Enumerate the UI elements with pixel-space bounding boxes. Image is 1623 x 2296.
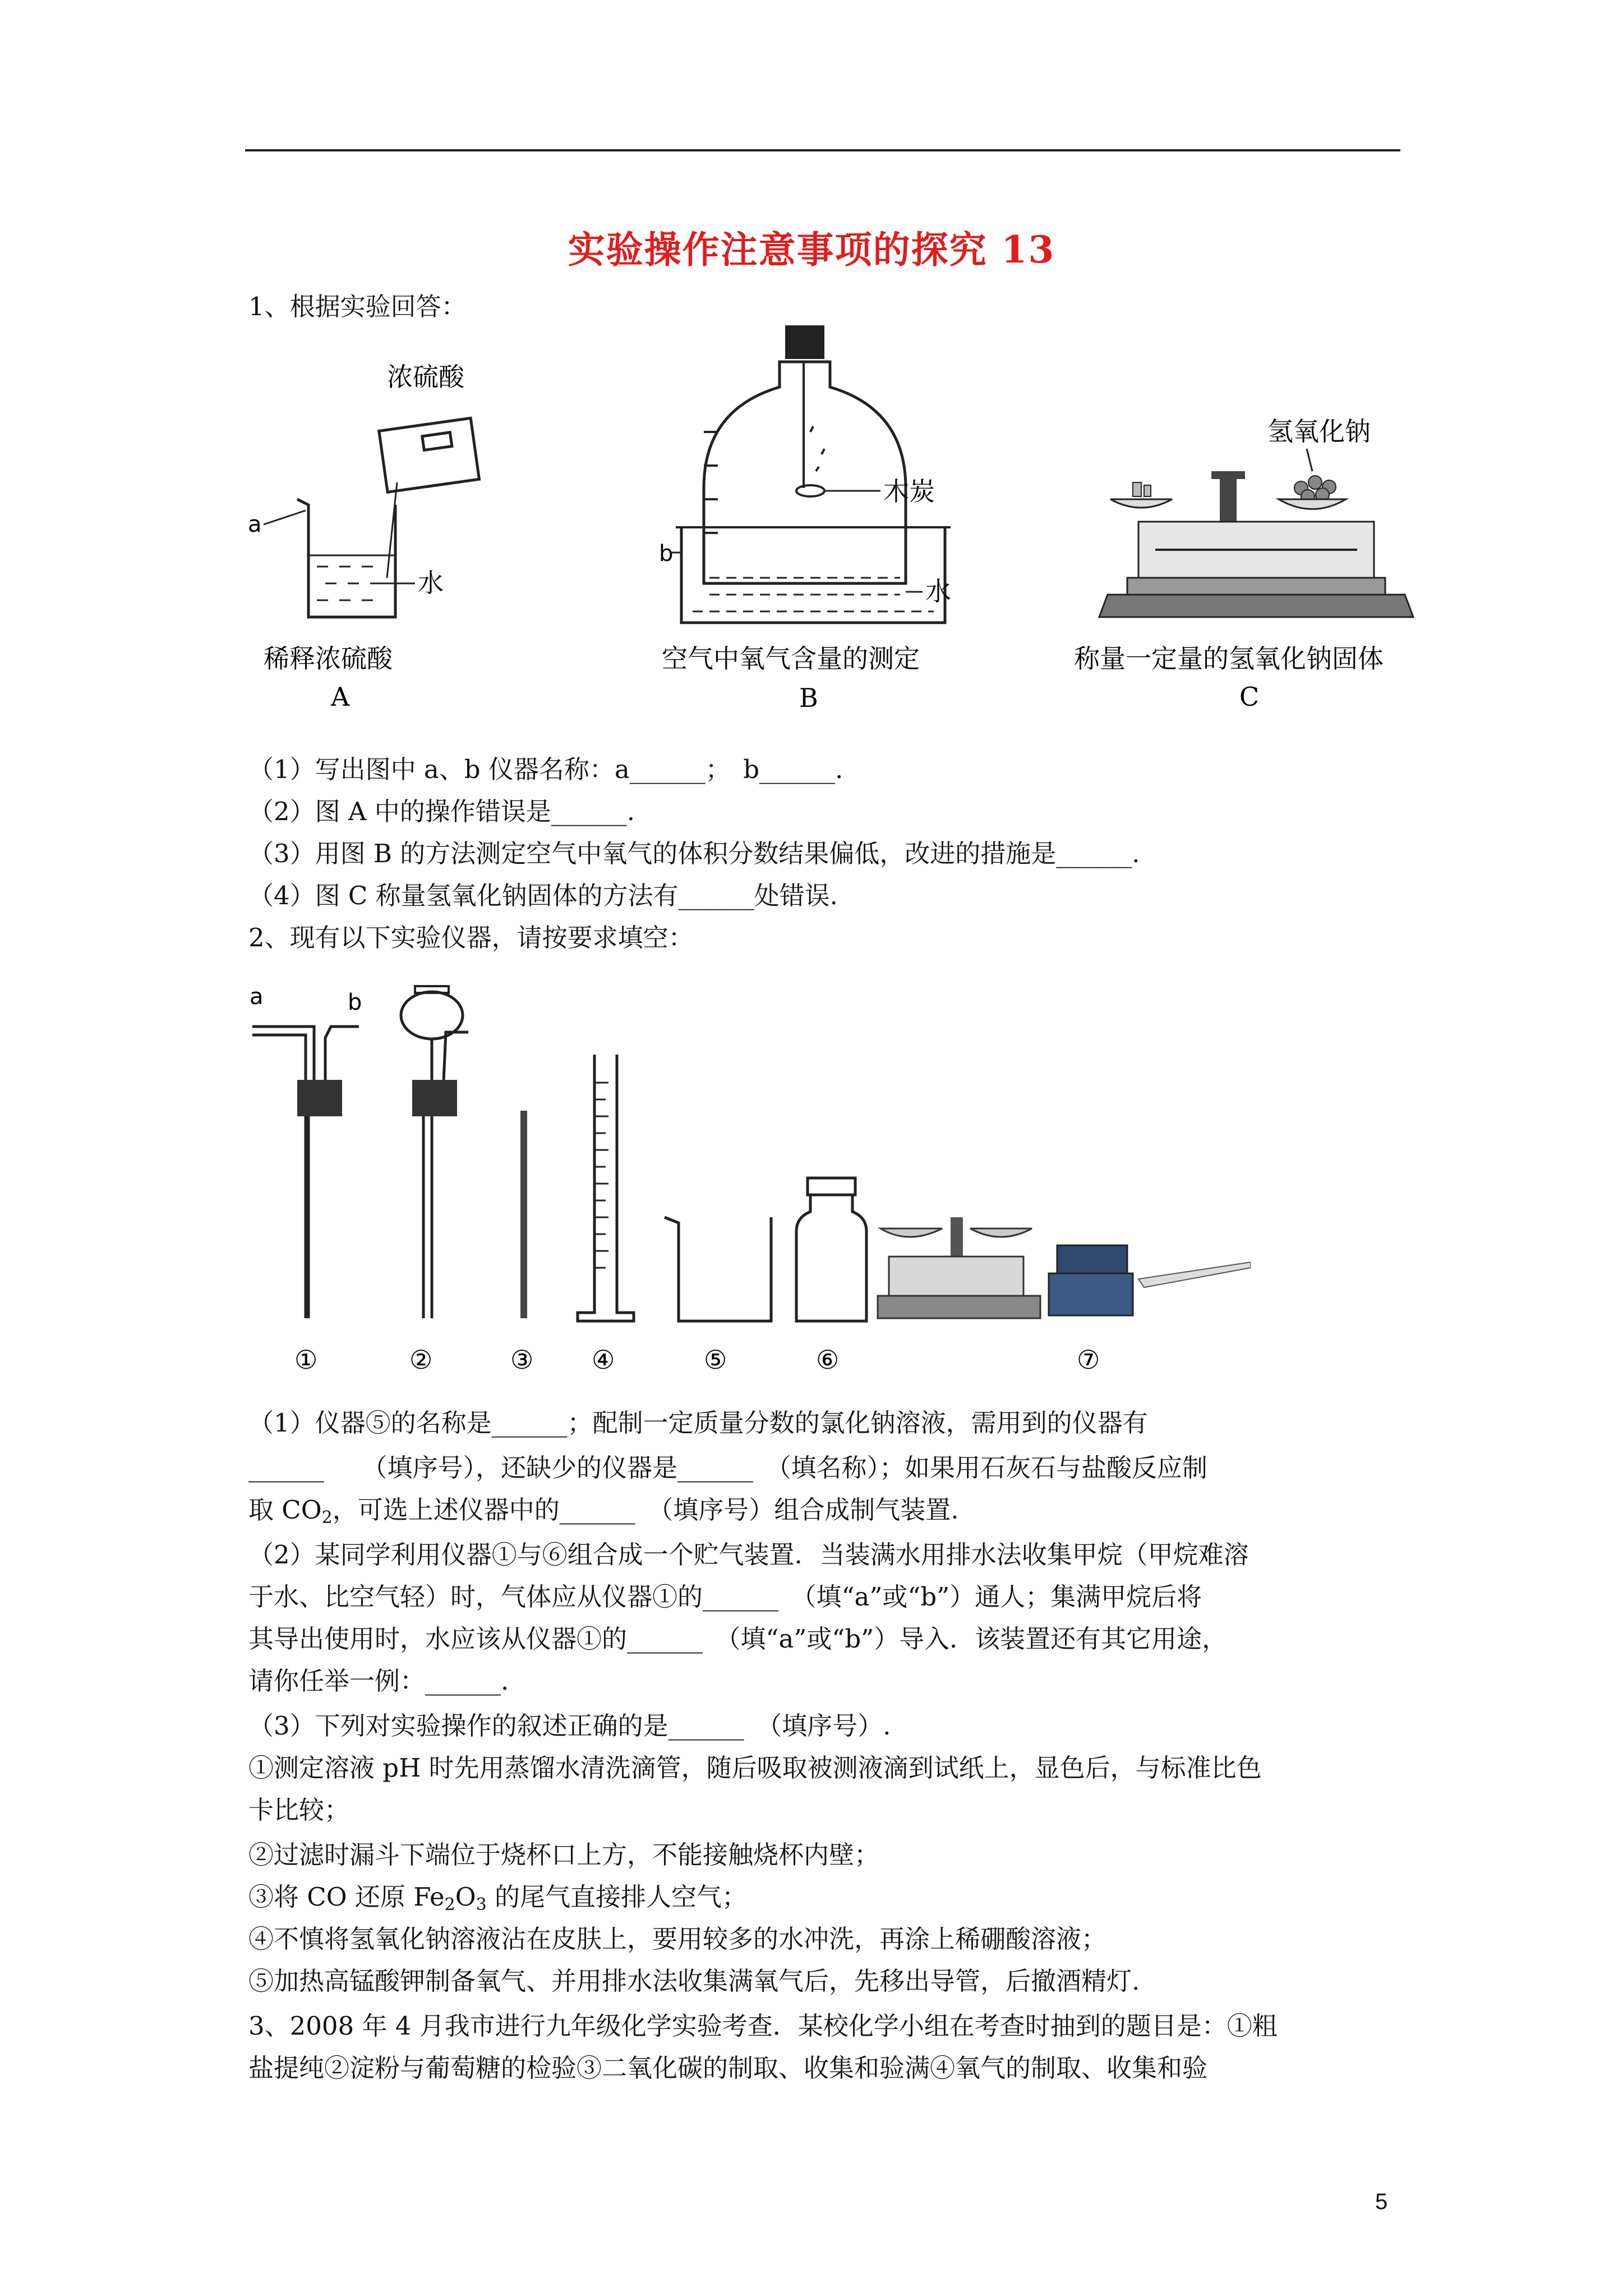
q1-item-3: （3）用图 B 的方法测定空气中氧气的体积分数结果偏低，改进的措施是______.: [248, 839, 1140, 868]
q2-line-3: （2）某同学利用仪器①与⑥组合成一个贮气装置．当装满水用排水法收集甲烷（甲烷难溶: [248, 1540, 1249, 1570]
number-1: ①: [294, 1345, 318, 1375]
q2-line-1: （1）仪器⑤的名称是______；配制一定质量分数的氯化钠溶液，需用到的仪器有: [248, 1408, 1148, 1438]
figure-apparatus-row: [247, 982, 1251, 1386]
q2-line-4: 于水、比空气轻）时，气体应从仪器①的______ （填“a”或“b”）通人；集满甲烷后将: [248, 1582, 1202, 1612]
caption-c: 称量一定量的氢氧化钠固体: [1074, 643, 1384, 674]
q2-line-6: 请你任举一例：______.: [248, 1666, 509, 1696]
q2-line-10: ②过滤时漏斗下端位于烧杯口上方，不能接触烧杯内壁；: [248, 1840, 880, 1870]
q2-line-7: （3）下列对实验操作的叙述正确的是______ （填序号）.: [248, 1711, 891, 1741]
label-tube-a: a: [250, 984, 264, 1010]
q2-heading: 2、现有以下实验仪器，请按要求填空：: [248, 923, 694, 953]
page-number: 5: [1375, 2189, 1388, 2214]
q1-item-2: （2）图 A 中的操作错误是______.: [248, 797, 635, 826]
q2-line-12: ⑤加热高锰酸钾制备氧气、并用排水法收集满氧气后，先移出导管，后撤酒精灯.: [248, 1966, 1140, 1996]
label-b: b: [659, 541, 674, 567]
caption-b: 空气中氧气含量的测定: [662, 643, 920, 674]
q2-line-11: ④不慎将氢氧化钠溶液沾在皮肤上，要用较多的水冲洗，再涂上稀硼酸溶液；: [248, 1924, 1107, 1954]
letter-c: C: [1239, 682, 1260, 712]
q1-item-1: （1）写出图中 a、b 仪器名称：a______； b______.: [248, 754, 843, 784]
q2-fe-line: ③将 CO 还原 $Fe_2O_3$ 的尾气直接排人空气；: [248, 1882, 748, 1915]
q2-line-8: ①测定溶液 pH 时先用蒸馏水清洗滴管，随后吸取被测液滴到试纸上，显色后，与标准比色: [248, 1753, 1262, 1783]
figure-c-balance: [1066, 409, 1441, 718]
number-6: ⑥: [816, 1345, 840, 1375]
number-3: ③: [510, 1345, 534, 1375]
q2-line-5: 其导出使用时，水应该从仪器①的______ （填“a”或“b”）导入．该装置还有其它用途，: [248, 1624, 1228, 1654]
q3-line-2: 盐提纯②淀粉与葡萄糖的检验③二氧化碳的制取、收集和验满④氧气的制取、收集和验: [248, 2053, 1208, 2083]
figure-b-oxygen-measure: [659, 320, 1007, 718]
number-5: ⑤: [704, 1345, 727, 1375]
label-water-b: 水: [925, 576, 951, 606]
q2-line-9: 卡比较；: [248, 1795, 350, 1825]
q3-line-1: 3、2008 年 4 月我市进行九年级化学实验考查．某校化学小组在考查时抽到的题目是：①粗: [248, 2011, 1278, 2041]
label-a: a: [248, 512, 262, 537]
figure-a-dilute-acid: [247, 353, 482, 718]
caption-a: 稀释浓硫酸: [264, 643, 393, 674]
label-naoh: 氢氧化钠: [1267, 416, 1371, 447]
q1-item-4: （4）图 C 称量氢氧化钠固体的方法有______处错误.: [248, 881, 838, 910]
number-2: ②: [409, 1345, 433, 1375]
header-rule: [245, 149, 1400, 151]
letter-a: A: [331, 682, 350, 712]
label-tube-b: b: [348, 990, 362, 1015]
number-7: ⑦: [1077, 1345, 1100, 1375]
page-title: 实验操作注意事项的探究 13: [568, 228, 1055, 272]
q2-co2-line: 取 $CO_2$，可选上述仪器中的______ （填序号）组合成制气装置.: [248, 1495, 959, 1527]
q2-line-2: ______ （填序号），还缺少的仪器是______ （填名称）；如果用石灰石与盐酸反应制: [248, 1453, 1208, 1483]
label-charcoal: 木炭: [883, 476, 935, 507]
label-conc-acid: 浓硫酸: [387, 362, 464, 392]
label-water-a: 水: [418, 568, 444, 598]
number-4: ④: [592, 1345, 615, 1375]
q1-heading: 1、根据实验回答：: [248, 292, 467, 321]
letter-b: B: [799, 683, 818, 713]
